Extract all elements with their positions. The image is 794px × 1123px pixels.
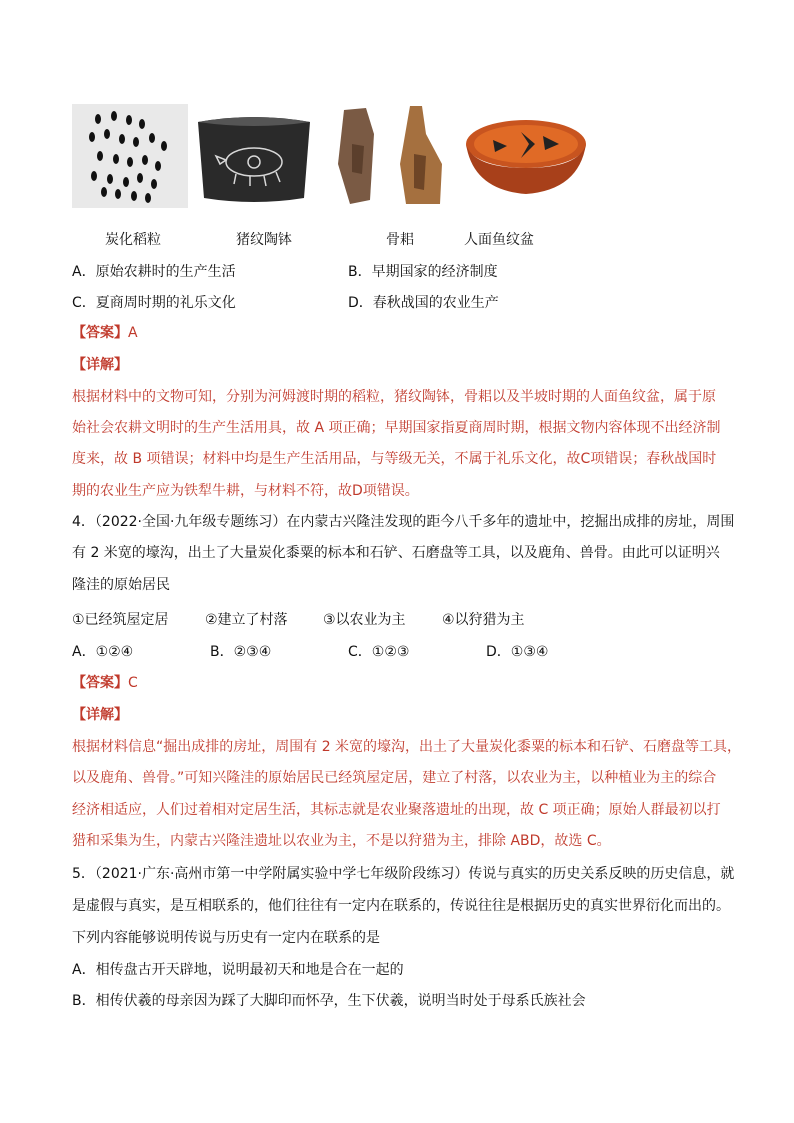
answer-tag: 【答案】 [72,325,128,341]
q4-stem-line: 有 2 米宽的壕沟，出土了大量炭化黍粟的标本和石铲、石磨盘等工具，以及鹿角、兽骨。由此可以证明兴 [72,545,720,561]
fish-face-basin-image [463,104,589,208]
q3-option-b: B．早期国家的经济制度 [348,264,498,280]
q4-stem-line: 隆洼的原始居民 [72,577,170,593]
bone-spade-image [330,104,456,208]
q3-detail-line: 度来，故 B 项错误；材料中均是生产生活用品，与等级无关，不属于礼乐文化，故C项错误；春秋战国时 [72,451,717,467]
q5-stem-line: 是虚假与真实，是互相联系的，他们往往有一定内在联系的，传说往往是根据历史的真实世界衍化而出的。 [72,898,730,914]
q4-detail-line: 根据材料信息“掘出成排的房址，周围有 2 米宽的壕沟，出土了大量炭化黍粟的标本和石铲、石磨盘等工具， [72,739,742,755]
caption-bone-spade: 骨耜 [386,232,414,248]
q4-option-c: C．①②③ [348,644,410,660]
q4-answer [72,673,138,693]
q3-option-c: C．夏商周时期的礼乐文化 [72,295,236,311]
q4-statement-2: ②建立了村落 [205,612,288,628]
answer-tag: 【答案】 [72,675,128,691]
q4-detail-line: 猎和采集为生，内蒙古兴隆洼遗址以农业为主，不是以狩猎为主，排除 ABD，故选 C。 [72,833,611,849]
q3-detail-line: 期的农业生产应为铁犁牛耕，与材料不符，故D项错误。 [72,483,419,499]
q4-detail-line: 以及鹿角、兽骨。”可知兴隆洼的原始居民已经筑屋定居，建立了村落，以农业为主，以种植业为主的综合 [72,770,717,786]
q3-detail-line: 根据材料中的文物可知，分别为河姆渡时期的稻粒，猪纹陶钵，骨耜以及半坡时期的人面鱼纹盆，属于原 [72,389,716,405]
detail-tag: 【详解】 [72,357,128,373]
q4-option-b: B．②③④ [210,644,272,660]
pig-pattern-pottery-image [192,104,316,208]
answer-value: A [128,325,138,341]
q5-stem-line: 下列内容能够说明传说与历史有一定内在联系的是 [72,930,380,946]
detail-tag: 【详解】 [72,707,128,723]
q3-detail-heading [72,355,128,375]
q3-answer [72,323,138,343]
caption-pig-pottery: 猪纹陶钵 [236,232,292,248]
q3-option-d: D．春秋战国的农业生产 [348,295,499,311]
q4-stem-line: 4．（2022·全国·九年级专题练习）在内蒙古兴隆洼发现的距今八千多年的遗址中，挖掘出成排的房址，周围 [72,514,735,530]
carbonized-rice-image [72,104,188,208]
q4-option-a: A．①②④ [72,644,134,660]
q4-statement-1: ①已经筑屋定居 [72,612,169,628]
answer-value: C [128,675,138,691]
q5-option-a: A．相传盘古开天辟地，说明最初天和地是合在一起的 [72,962,404,978]
q3-option-a: A．原始农耕时的生产生活 [72,264,236,280]
q4-option-d: D．①③④ [486,644,549,660]
q4-detail-line: 经济相适应，人们过着相对定居生活，其标志就是农业聚落遗址的出现，故 C 项正确；原始人群最初以打 [72,802,721,818]
caption-fish-basin: 人面鱼纹盆 [464,232,534,248]
q3-detail-line: 始社会农耕文明时的生产生活用具，故 A 项正确；早期国家指夏商周时期，根据文物内容体现不出经济制 [72,420,721,436]
q5-stem-line: 5．（2021·广东·高州市第一中学附属实验中学七年级阶段练习）传说与真实的历史关系反映的历史信息，就 [72,866,735,882]
caption-carbonized-rice: 炭化稻粒 [105,232,161,248]
q4-statement-3: ③以农业为主 [323,612,406,628]
q4-detail-heading [72,705,128,725]
q5-option-b: B．相传伏羲的母亲因为踩了大脚印而怀孕，生下伏羲，说明当时处于母系氏族社会 [72,993,586,1009]
q4-statement-4: ④以狩猎为主 [442,612,525,628]
